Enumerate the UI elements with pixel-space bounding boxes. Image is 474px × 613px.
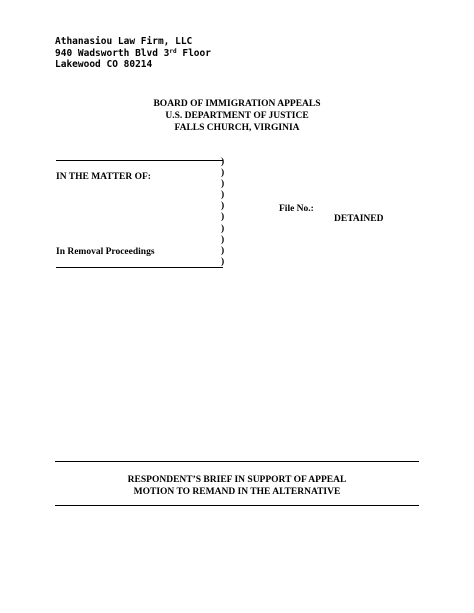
caption-paren: ) — [221, 201, 225, 212]
caption-paren: ) — [221, 179, 225, 190]
firm-address-line1: 940 Wadsworth Blvd 3rd Floor — [55, 47, 211, 59]
brief-title-line2: MOTION TO REMAND IN THE ALTERNATIVE — [133, 487, 341, 497]
title-bottom-rule — [55, 505, 419, 506]
matter-label: IN THE MATTER OF: — [56, 172, 151, 182]
file-number-label: File No.: — [279, 204, 314, 214]
caption-paren: ) — [221, 212, 225, 223]
caption-paren: ) — [221, 190, 225, 201]
court-line2: U.S. DEPARTMENT OF JUSTICE — [165, 111, 309, 121]
firm-name: Athanasiou Law Firm, LLC — [55, 36, 193, 47]
proceedings-label: In Removal Proceedings — [56, 247, 155, 257]
court-line3: FALLS CHURCH, VIRGINIA — [174, 123, 300, 133]
caption-paren-column — [221, 157, 224, 268]
caption-paren: ) — [221, 234, 225, 245]
title-top-rule — [55, 461, 419, 462]
law-firm-header — [55, 36, 211, 71]
detention-status: DETAINED — [334, 214, 384, 224]
caption-paren: ) — [221, 157, 225, 167]
caption-top-rule — [56, 160, 223, 161]
caption-paren: ) — [221, 168, 225, 179]
brief-title — [0, 474, 474, 498]
caption-paren: ) — [221, 245, 225, 256]
firm-address-line2: Lakewood CO 80214 — [55, 59, 153, 70]
ordinal-suffix: rd — [169, 47, 177, 55]
caption-paren: ) — [221, 223, 225, 234]
court-heading — [0, 98, 474, 134]
brief-title-line1: RESPONDENT’S BRIEF IN SUPPORT OF APPEAL — [127, 475, 347, 485]
caption-paren: ) — [221, 256, 225, 267]
caption-bottom-rule — [56, 267, 223, 268]
court-line1: BOARD OF IMMIGRATION APPEALS — [153, 99, 321, 109]
